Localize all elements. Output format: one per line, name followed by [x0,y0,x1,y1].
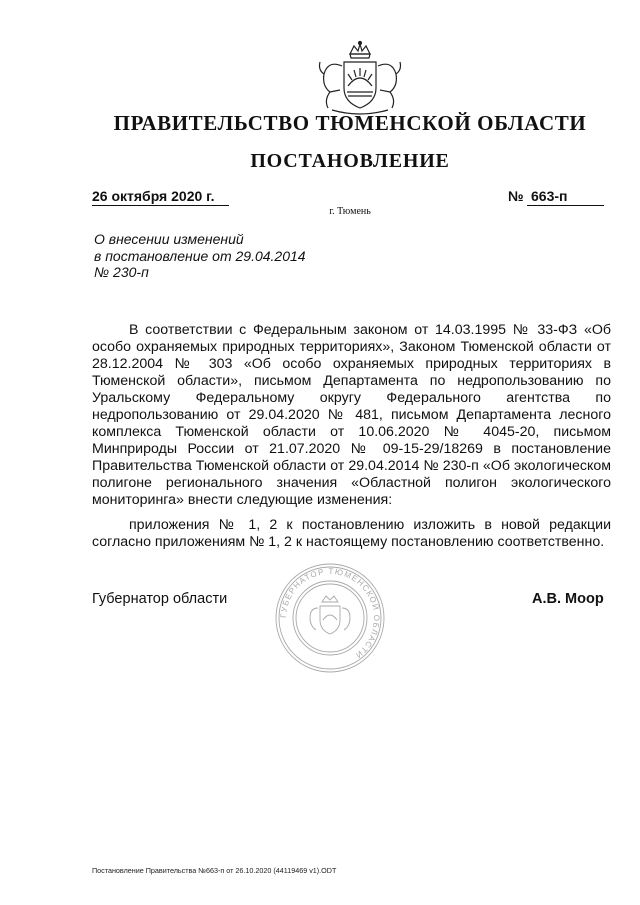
coat-of-arms-icon [314,40,406,116]
document-type-heading: ПОСТАНОВЛЕНИЕ [250,150,450,172]
official-seal-icon [274,562,386,674]
number-sign: № [508,188,524,204]
document-number: 663-п [527,188,604,206]
subject-line: О внесении изменений [94,231,244,247]
body-paragraph: В соответствии с Федеральным законом от 14.03.1995 № 33-ФЗ «Об особо охраняемых природных территориях», Законом Тюменской области от 28.12.2004 № 303 «Об особо охраняемых природных территориях в Тюменской области», письмом Департамента по недропользованию по Уральскому Федеральному округу Федерального агентства по недропользованию от 29.04.2020 № 481, письмом Департамента лесного комплекса Тюменской области от 10.06.2020 № 4045-20, письмом Минприроды России от 21.07.2020 № 09-15-29/18269 в постановление Правительства Тюменской области от 29.04.2014 № 230-п «Об экологическом полигоне регионального значения «Областной полигон экологического мониторинга» внести следующие изменения: [92,322,611,508]
document-date: 26 октября 2020 г. [92,188,229,206]
seal-text: ГУБЕРНАТОР ТЮМЕНСКОЙ ОБЛАСТИ [278,566,382,661]
body-paragraph: приложения № 1, 2 к постановлению изложить в новой редакции согласно приложениям № 1, 2 к настоящему постановлению соответственно. [92,517,611,550]
signatory-role: Губернатор области [92,591,228,607]
subject-line: № 230-п [94,264,149,280]
document-body [92,322,611,551]
document-subject [94,231,306,281]
document-footer: Постановление Правительства №663-п от 26.10.2020 (44119469 v1).ODT [92,866,337,875]
city-label: г. Тюмень [329,206,371,217]
government-title: ПРАВИТЕЛЬСТВО ТЮМЕНСКОЙ ОБЛАСТИ [113,111,587,135]
signatory-name: А.В. Моор [532,591,604,607]
subject-line: в постановление от 29.04.2014 [94,247,306,264]
